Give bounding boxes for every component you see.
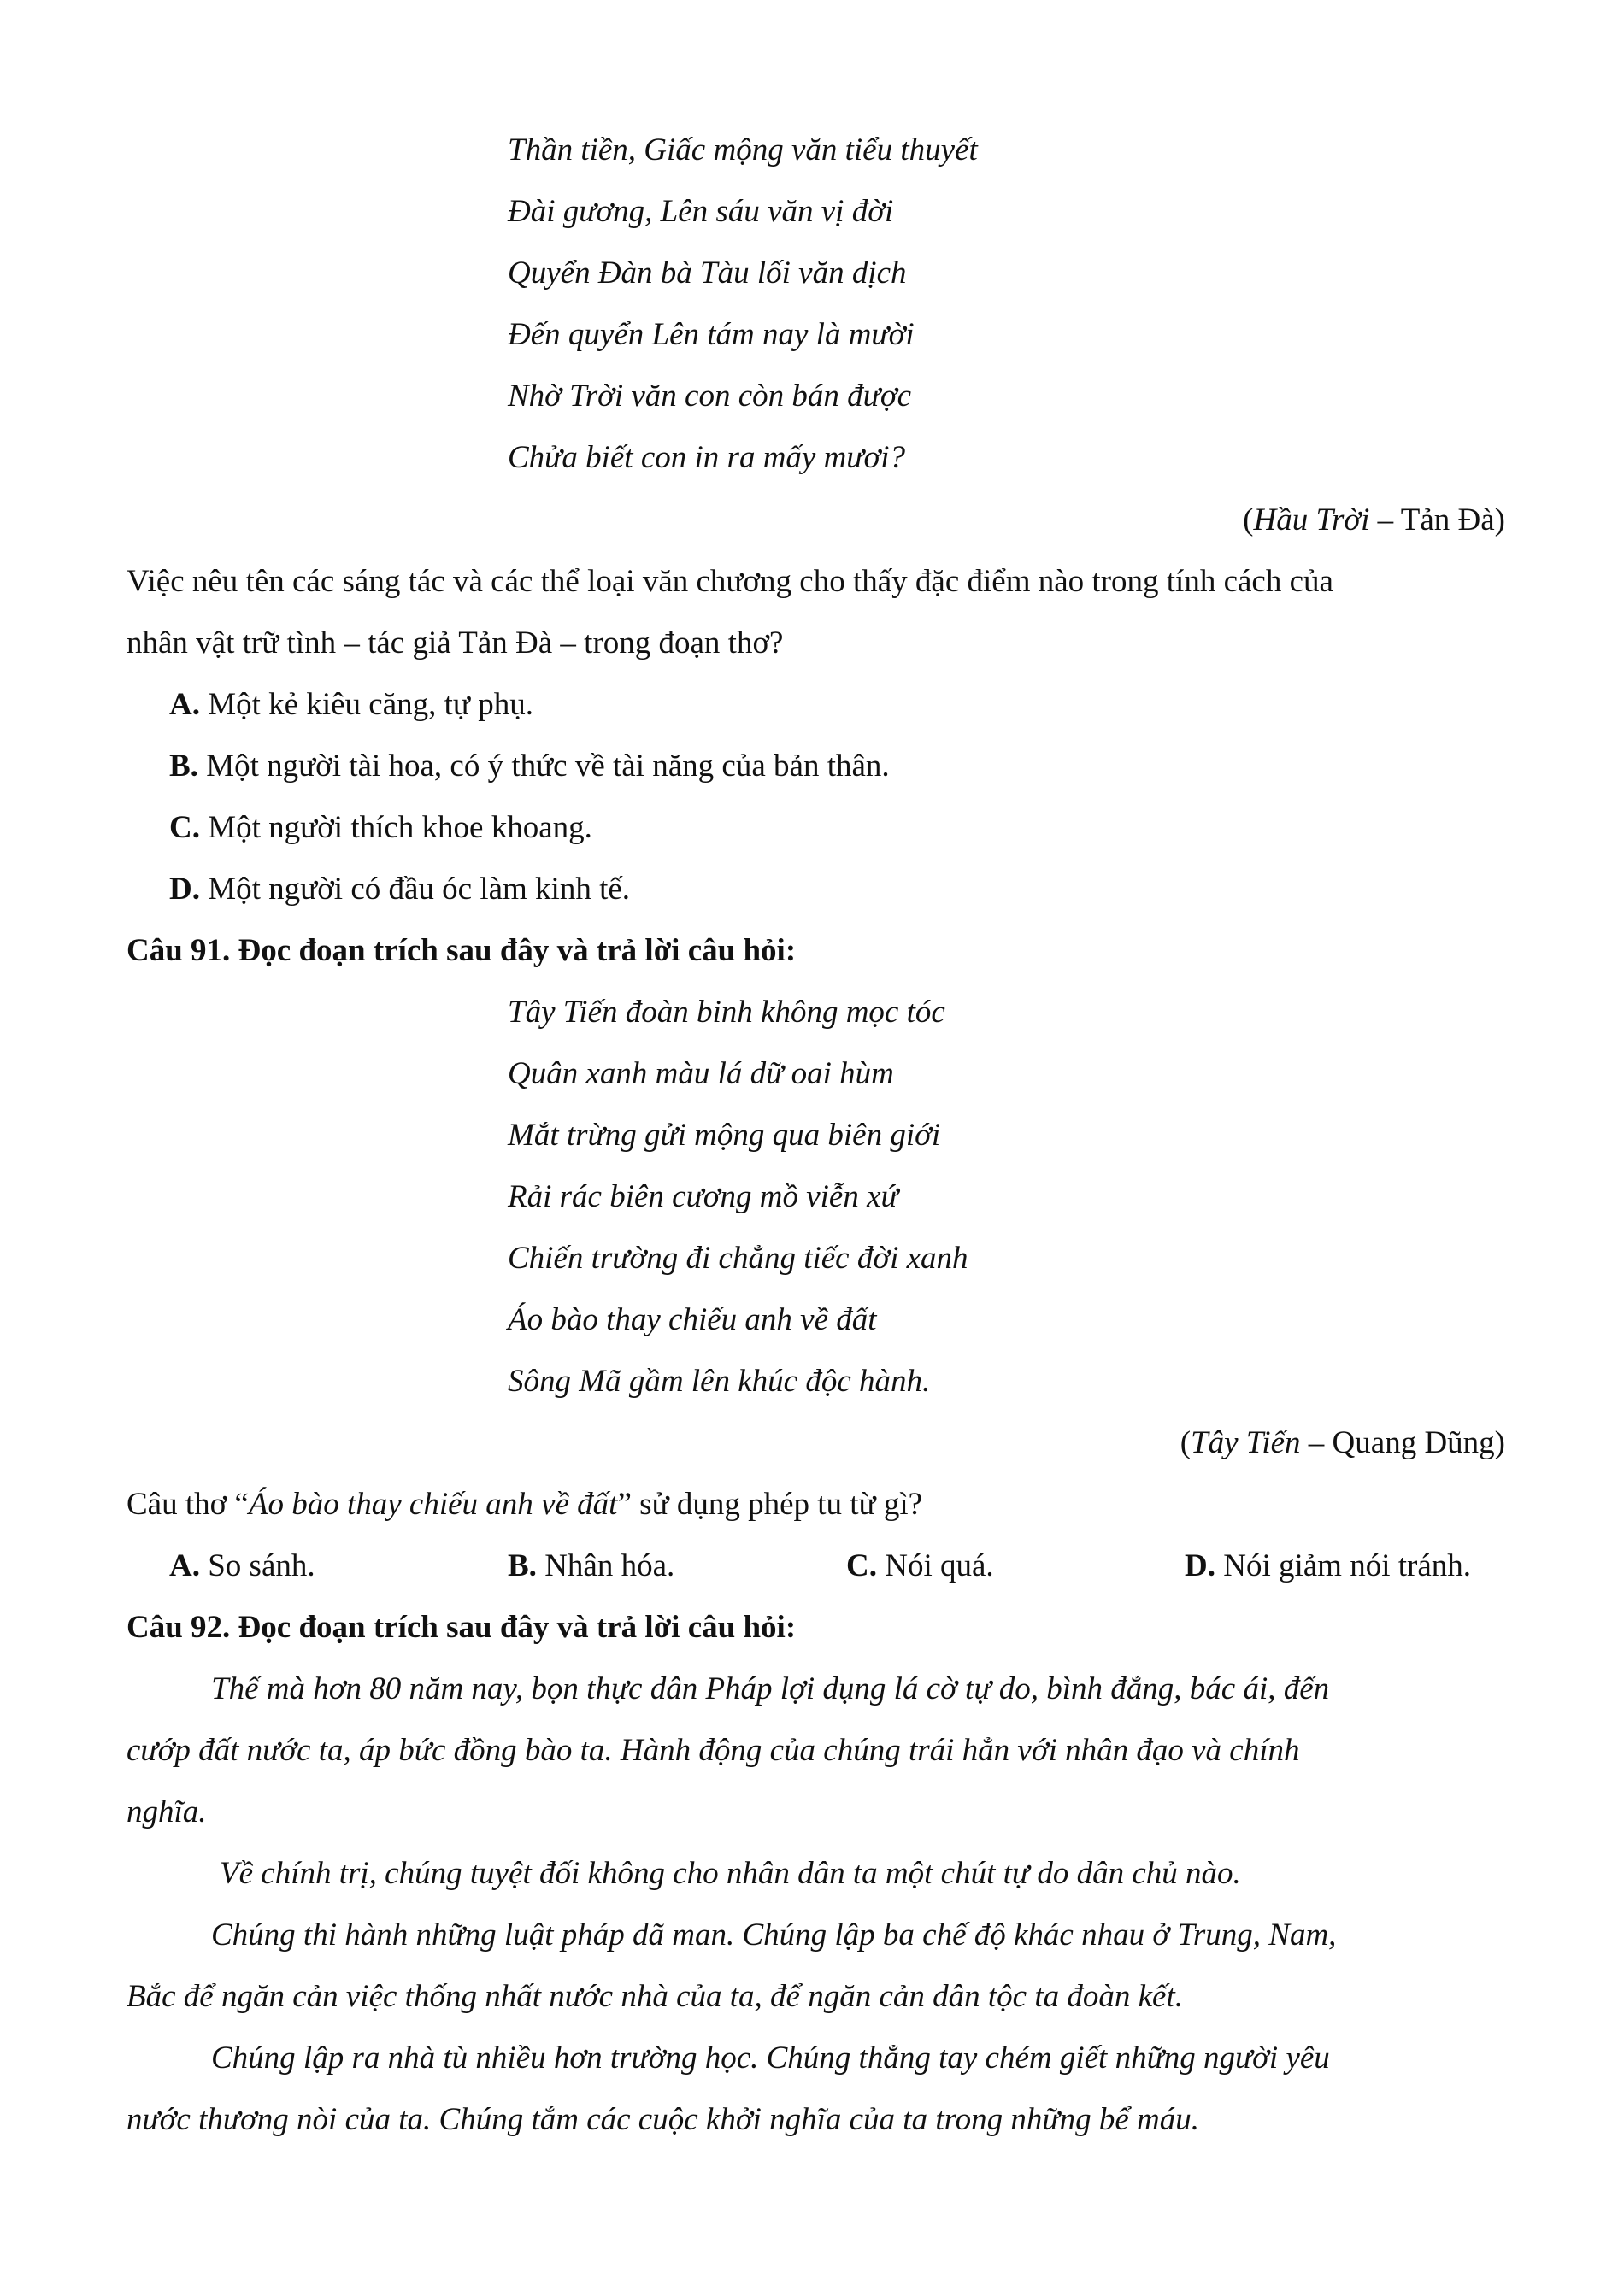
question-quote: Áo bào thay chiếu anh về đất bbox=[248, 1487, 618, 1522]
option-letter: B. bbox=[169, 749, 198, 784]
option-text: Một người thích khoe khoang. bbox=[199, 810, 592, 845]
prose-line: Chúng thi hành những luật pháp dã man. Chúng lập ba chế độ khác nhau ở Trung, Nam, bbox=[211, 1917, 1337, 1952]
prose-line: Thế mà hơn 80 năm nay, bọn thực dân Pháp lợi dụng lá cờ tự do, bình đẳng, bác ái, đến bbox=[211, 1671, 1330, 1706]
poem-line: Quyển Đàn bà Tàu lối văn dịch bbox=[508, 255, 907, 291]
answer-option-c[interactable] bbox=[846, 1550, 994, 1582]
poem-line: Chửa biết con in ra mấy mươi? bbox=[508, 440, 906, 475]
poem-line: Áo bào thay chiếu anh về đất bbox=[508, 1302, 877, 1337]
source-title: Hầu Trời bbox=[1253, 502, 1370, 537]
poem-line: Rải rác biên cương mồ viễn xứ bbox=[508, 1179, 898, 1214]
answer-option-d[interactable] bbox=[1185, 1550, 1471, 1582]
source-title: Tây Tiến bbox=[1191, 1425, 1301, 1460]
answer-option-c[interactable] bbox=[169, 812, 592, 843]
prose-line: nước thương nòi của ta. Chúng tắm các cuộc khởi nghĩa của ta trong những bể máu. bbox=[127, 2102, 1199, 2137]
option-text: Một người tài hoa, có ý thức về tài năng của bản thân. bbox=[197, 749, 890, 784]
answer-option-a[interactable] bbox=[169, 689, 533, 720]
poem-line: Đài gương, Lên sáu văn vị đời bbox=[508, 194, 894, 229]
answer-option-d[interactable] bbox=[169, 873, 630, 905]
option-text: Một người có đầu óc làm kinh tế. bbox=[199, 872, 631, 907]
prose-line: Về chính trị, chúng tuyệt đối không cho nhân dân ta một chút tự do dân chủ nào. bbox=[220, 1856, 1241, 1891]
source-author: – Tản Đà bbox=[1377, 502, 1495, 537]
option-text: Nhân hóa. bbox=[536, 1548, 675, 1583]
option-text: Nói quá. bbox=[876, 1548, 994, 1583]
option-letter: C. bbox=[169, 810, 200, 845]
poem-line: Sông Mã gầm lên khúc độc hành. bbox=[508, 1364, 931, 1399]
question-text: nhân vật trữ tình – tác giả Tản Đà – trong đoạn thơ? bbox=[127, 625, 784, 661]
prose-line: cướp đất nước ta, áp bức đồng bào ta. Hành động của chúng trái hẳn với nhân đạo và chính bbox=[127, 1733, 1300, 1768]
option-letter: A. bbox=[169, 687, 200, 722]
prose-line: Chúng lập ra nhà tù nhiều hơn trường học. Chúng thẳng tay chém giết những người yêu bbox=[211, 2041, 1330, 2076]
prose-line: nghĩa. bbox=[127, 1794, 207, 1829]
option-text: So sánh. bbox=[199, 1548, 315, 1583]
poem-source: (Hầu Trời – Tản Đà) bbox=[1243, 502, 1505, 537]
option-letter: D. bbox=[1185, 1548, 1215, 1583]
answer-option-b[interactable] bbox=[169, 750, 890, 782]
source-author: – Quang Dũng bbox=[1308, 1425, 1495, 1460]
poem-source: (Tây Tiến – Quang Dũng) bbox=[1180, 1425, 1505, 1460]
answer-option-a[interactable] bbox=[169, 1550, 315, 1582]
question-prefix: Câu thơ “ bbox=[127, 1487, 249, 1522]
option-text: Nói giảm nói tránh. bbox=[1215, 1548, 1472, 1583]
poem-line: Thần tiền, Giấc mộng văn tiểu thuyết bbox=[508, 132, 978, 167]
option-letter: C. bbox=[846, 1548, 877, 1583]
question-text: Việc nêu tên các sáng tác và các thể loại văn chương cho thấy đặc điểm nào trong tính cách của bbox=[127, 564, 1333, 599]
answer-option-b[interactable] bbox=[508, 1550, 674, 1582]
option-letter: B. bbox=[508, 1548, 537, 1583]
poem-line: Mắt trừng gửi mộng qua biên giới bbox=[508, 1118, 941, 1153]
poem-line: Đến quyển Lên tám nay là mười bbox=[508, 317, 915, 352]
question-heading: Câu 91. Đọc đoạn trích sau đây và trả lời câu hỏi: bbox=[127, 933, 797, 968]
option-letter: A. bbox=[169, 1548, 200, 1583]
question-suffix: ” sử dụng phép tu từ gì? bbox=[617, 1487, 923, 1522]
option-text: Một kẻ kiêu căng, tự phụ. bbox=[199, 687, 533, 722]
poem-line: Tây Tiến đoàn binh không mọc tóc bbox=[508, 995, 945, 1030]
poem-line: Chiến trường đi chẳng tiếc đời xanh bbox=[508, 1241, 968, 1276]
question-text bbox=[127, 1489, 922, 1520]
poem-line: Quân xanh màu lá dữ oai hùm bbox=[508, 1056, 894, 1091]
prose-line: Bắc để ngăn cản việc thống nhất nước nhà của ta, để ngăn cản dân tộc ta đoàn kết. bbox=[127, 1979, 1183, 2014]
option-letter: D. bbox=[169, 872, 200, 907]
poem-line: Nhờ Trời văn con còn bán được bbox=[508, 379, 912, 414]
question-heading: Câu 92. Đọc đoạn trích sau đây và trả lời câu hỏi: bbox=[127, 1610, 797, 1645]
